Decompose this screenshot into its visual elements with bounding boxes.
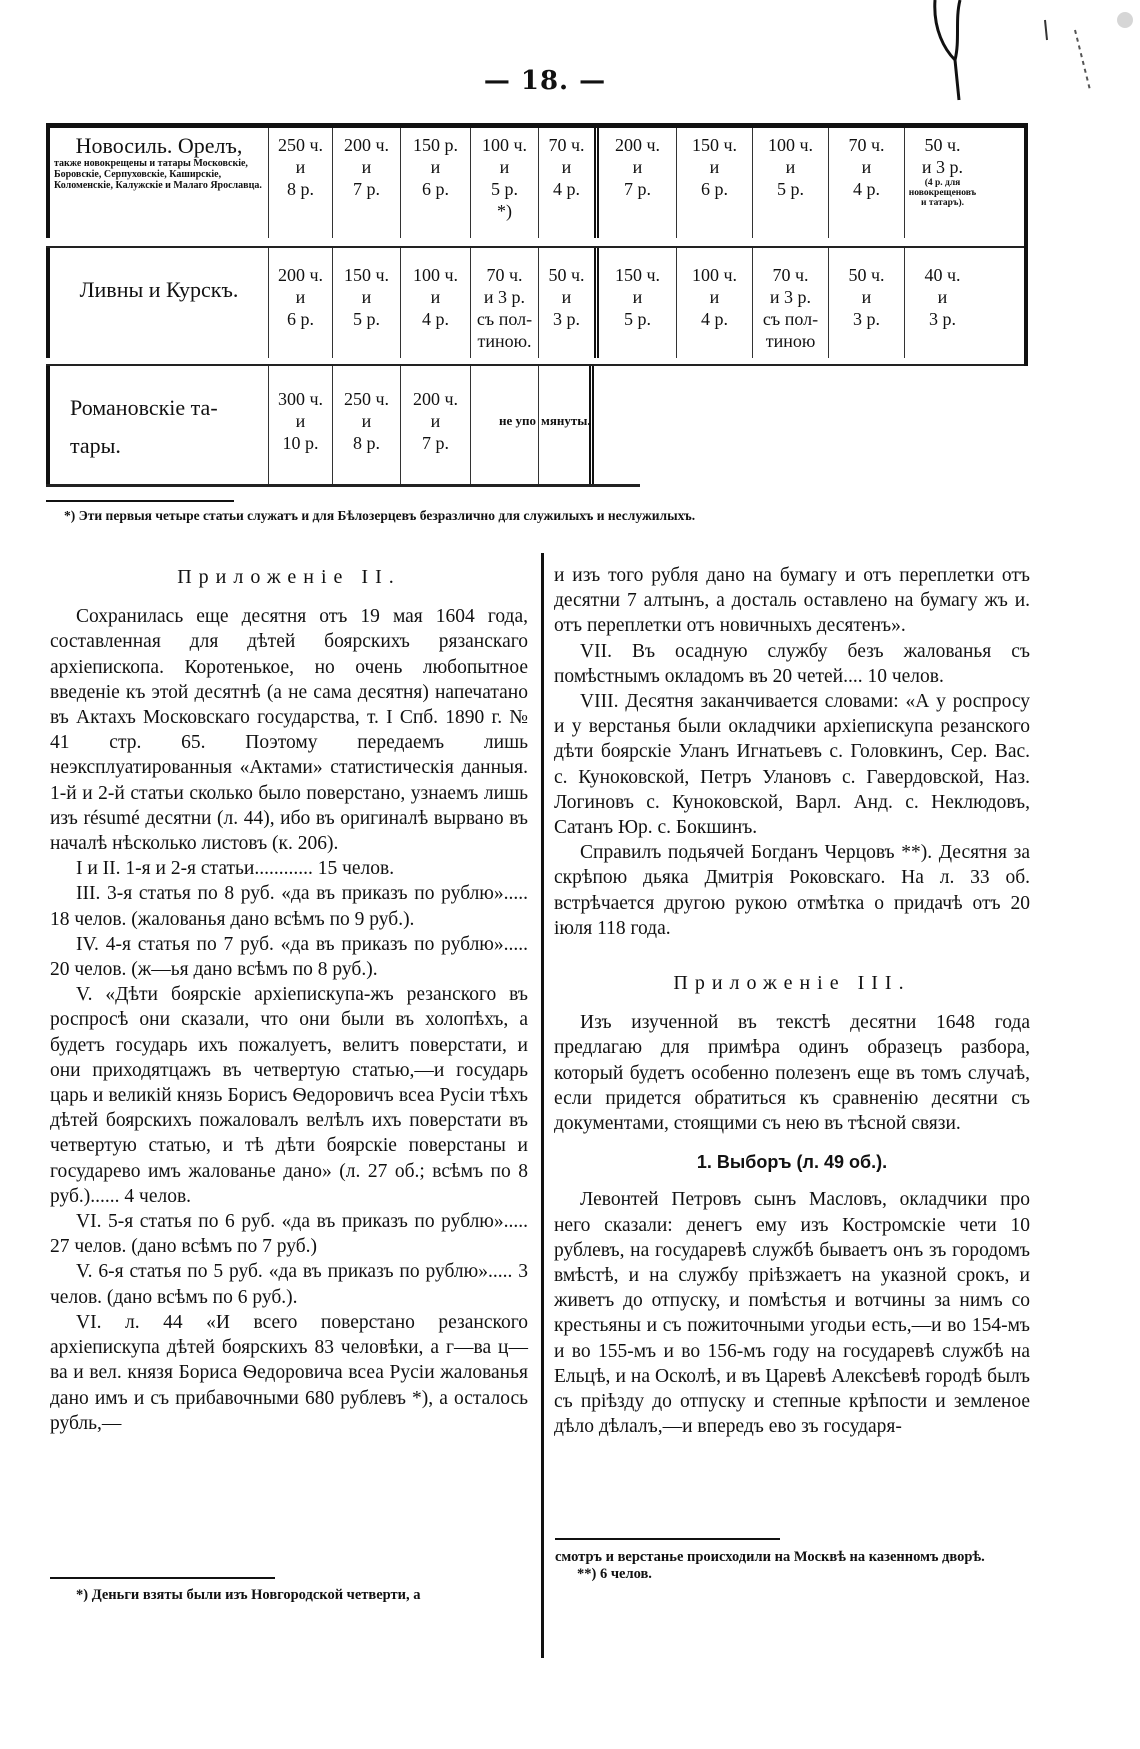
quota-cell: 100 ч. и 5 р. *) <box>470 128 538 238</box>
page-number: — 18. — <box>483 66 607 96</box>
quota-cell: 250 ч. и 8 р. <box>332 366 400 484</box>
quota-cell: 250 ч. и 8 р. <box>268 128 332 238</box>
paragraph: Изъ изученной въ текстѣ десятни 1648 года предлагаю для примѣра одинъ образецъ разбора, который будетъ особенно полезенъ еще въ томъ случаѣ, если придется обратиться къ сравненію десятни съ документами, стоящими съ нею въ тѣсной связи. <box>554 1012 1030 1135</box>
paragraph: и изъ того рубля дано на бумагу и отъ переплетки отъ десятни 7 алтынъ, а досталь оставлено на бумагу жъ и. отъ переплетки отъ новичныхъ десятенъ». <box>554 565 1030 637</box>
paragraph: V. «Дѣти боярскіе архіепискупа-жъ резанского въ роспросѣ они сказали, что они были въ холопѣхъ, а будетъ государь ихъ пожалуетъ, велитъ поверстати, и они приходятцажъ въ четвертую статью,—и государь царь и великій князь Борисъ Ѳедоровичъ всеа Русіи тѣхъ дѣтей боярскихъ пожаловалъ велѣлъ ихъ поверстати въ четвертую статью, и тѣ дѣти боярскіе поверстаны и государево имъ жалованье дано» (л. 27 об.; всѣмъ по 8 руб.)...... 4 челов. <box>50 984 528 1207</box>
left-footnote: *) Деньги взяты были изъ Новгородской четверти, а <box>76 1587 421 1603</box>
handwritten-mark <box>925 0 1140 110</box>
quota-cell: 70 ч. и 4 р. <box>828 128 904 238</box>
short-rule <box>46 500 234 502</box>
quota-cell: 200 ч. и 6 р. <box>268 248 332 358</box>
quota-cell: 100 ч. и 5 р. <box>752 128 828 238</box>
quota-cell: 150 р. и 6 р. <box>400 128 470 238</box>
footnote-rule <box>50 1577 275 1579</box>
paragraph: VI. 5-я статья по 6 руб. «да въ приказъ по рублю»..... 27 челов. (дано всѣмъ по 7 руб.) <box>50 1211 528 1258</box>
quota-cell: 300 ч. и 10 р. <box>268 366 332 484</box>
right-column <box>554 563 1030 1440</box>
column-divider <box>541 553 544 1658</box>
paragraph: Левонтей Петровъ сынъ Масловъ, окладчики про него сказали: денегъ ему изъ Костромскіе чети 10 рублевъ, на государевѣ службѣ бываетъ онъ зъ городомъ вмѣстѣ, и на службу пріѣзжаетъ на указной срокъ, и живетъ до отпуску, и помѣстья и вотчины за нимъ со крестьяны и съ пожиточными угодьи есть,—и во 154-мъ и во 155-мъ и во 156-мъ году на государевѣ службѣ на Ельцѣ, и на Осколѣ, и въ Царевѣ Алексѣевѣ городѣ былъ съ пріѣзду до отпуску и степные крѣпости и земленое дѣло дѣлалъ,—и впередъ ево зъ государя- <box>554 1189 1030 1438</box>
paragraph: I и II. 1-я и 2-я статьи............ 15 челов. <box>76 858 395 880</box>
paragraph: Справилъ подьячей Богданъ Черцовъ **). Десятня за скрѣпою дьяка Дмитрія Роковскаго. На л. 33 об. встрѣчается другою рукою отмѣтка о придачѣ отъ 20 іюля 118 года. <box>554 842 1030 939</box>
quota-cell: 70 ч. и 3 р. съ пол- тиною. <box>470 248 538 358</box>
quota-cell: 70 ч. и 4 р. <box>538 128 594 238</box>
quota-cell: 150 ч. и 6 р. <box>676 128 752 238</box>
not-mentioned-cell: не упо <box>470 366 538 484</box>
place-cell: Романовскіе та- тары. <box>46 366 268 484</box>
place-cell: Новосиль. Орелъ, также новокрещены и татары Московскіе, Боровскіе, Серпуховскіе, Каширскіе, Коломенскіе, Калужскіе и Малаго Ярославца. <box>46 128 268 238</box>
table-bottom-rule <box>46 484 640 487</box>
paragraph: Сохранилась еще десятня отъ 19 мая 1604 года, составленная для дѣтей боярскихъ рязанскаго архіепископа. Коротенькое, но очень любопытное введеніе къ этой десятнѣ (а не сама десятня) напечатано въ Актахъ Московскаго государства, т. I Спб. 1890 г. № 41 стр. 65. Поэтому передаемъ лишь неэксплуатированныя «Актами» статистическія данныя. 1-й и 2-й статьи сколько было поверстано, узнаемъ лишь изъ résumé десятни (л. 44), ибо въ оригиналѣ вырвано въ началѣ нѣсколько листовъ (к. 206). <box>50 606 528 855</box>
quota-cell: 100 ч. и 4 р. <box>400 248 470 358</box>
quota-cell: 200 ч. и 7 р. <box>400 366 470 484</box>
table-row <box>46 248 980 358</box>
left-column <box>50 565 528 1436</box>
place-cell: Ливны и Курскъ. <box>46 248 268 358</box>
section-heading: 1. Выборъ (л. 49 об.). <box>696 1152 888 1173</box>
table-right-border <box>1024 128 1028 366</box>
quota-cell: 40 ч. и 3 р. <box>904 248 980 358</box>
quota-cell: 70 ч. и 3 р. съ пол- тиною <box>752 248 828 358</box>
table-row <box>46 128 980 238</box>
footnote-rule <box>555 1538 780 1540</box>
quota-cell: 100 ч. и 4 р. <box>676 248 752 358</box>
quota-cell: 50 ч. и 3 р. <box>828 248 904 358</box>
not-mentioned-cell: мянуты. <box>538 366 594 484</box>
table-footnote: *) Эти первыя четыре статьи служатъ и для Бѣлозерцевъ безразлично для служилыхъ и неслужилыхъ. <box>64 508 696 523</box>
quota-cell: 200 ч. и 7 р. <box>594 128 676 238</box>
paragraph: VI. л. 44 «И всего поверстано резанского архіепискупа дѣтей боярскихъ 83 человѣки, а г—ва ц—ва и вел. князя Бориса Ѳедоровича всеа Русіи жалованья дано имъ и съ прибавочными 680 рублевъ *), а осталось рубль,— <box>50 1311 528 1434</box>
paragraph: VIII. Десятня заканчивается словами: «А у роспросу и у верстанья были окладчики архіепискупа резанского дѣти боярскіе Уланъ Игнатьевъ с. Головкинъ, Сер. Вас. с. Куноковской, Петръ Улановъ с. Гавердовской, Наз. Логиновъ с. Куноковской, Варл. Анд. с. Неклюдовъ, Сатанъ Юр. с. Бокшинъ. <box>554 691 1030 839</box>
quota-cell: 150 ч. и 5 р. <box>332 248 400 358</box>
paragraph: V. 6-я статья по 5 руб. «да въ приказъ по рублю»..... 3 челов. (дано всѣмъ по 6 руб.). <box>50 1261 528 1308</box>
quota-cell: 150 ч. и 5 р. <box>594 248 676 358</box>
paragraph: III. 3-я статья по 8 руб. «да въ приказъ по рублю»..... 18 челов. (жалованья дано всѣмъ по 9 руб.). <box>50 883 528 930</box>
quota-cell: 50 ч. и 3 р. (4 р. для новокрещеновъ и татаръ). <box>904 128 980 238</box>
quota-cell: 200 ч. и 7 р. <box>332 128 400 238</box>
paragraph: VII. Въ осадную службу безъ жалованья съ помѣстнымъ окладомъ въ 20 четей.... 10 челов. <box>554 640 1030 687</box>
table-row <box>46 366 594 484</box>
paragraph: IV. 4-я статья по 7 руб. «да въ приказъ по рублю»..... 20 челов. (ж—ья дано всѣмъ по 8 руб.). <box>50 933 528 981</box>
appendix-3-heading: Приложеніе III. <box>673 972 911 995</box>
quota-cell: 50 ч. и 3 р. <box>538 248 594 358</box>
right-footnote: смотръ и верстанье происходили на Москвѣ на казенномъ дворѣ. **) 6 челов. <box>555 1549 985 1582</box>
appendix-2-heading: Приложеніе II. <box>177 566 401 588</box>
